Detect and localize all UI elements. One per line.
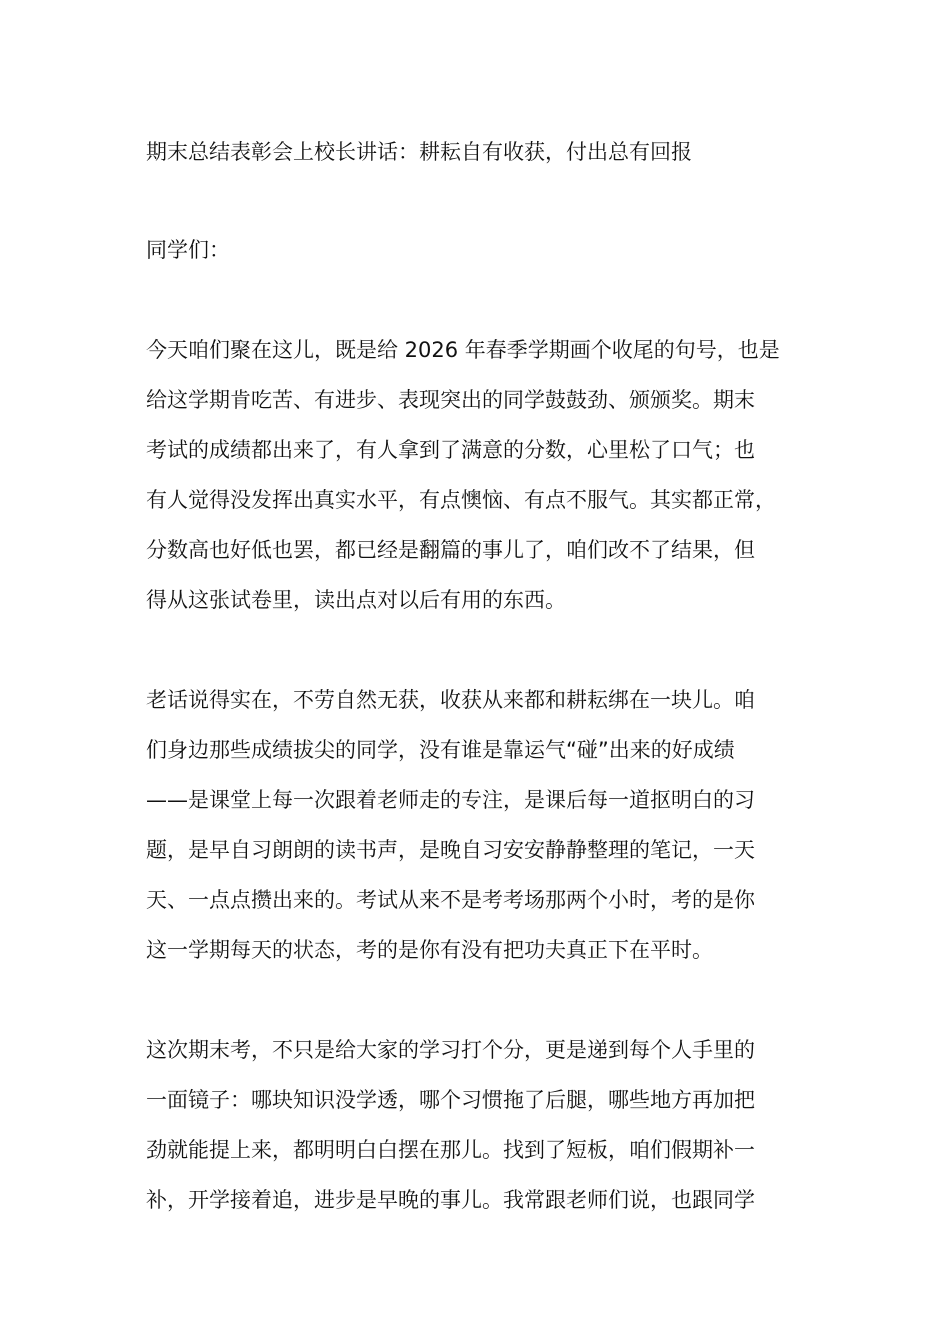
document-title: 期末总结表彰会上校长讲话：耕耘自有收获，付出总有回报 [146,140,692,164]
paragraph-line: 分数高也好低也罢，都已经是翻篇的事儿了，咱们改不了结果，但 [146,538,755,562]
paragraph-line: 今天咱们聚在这儿，既是给 2026 年春季学期画个收尾的句号，也是 [146,338,780,362]
paragraph-line: 天、一点点攒出来的。考试从来不是考考场那两个小时，考的是你 [146,888,755,912]
paragraph-2 [146,684,836,984]
paragraph-line: 们身边那些成绩拔尖的同学，没有谁是靠运气“碰”出来的好成绩 [146,738,735,762]
paragraph-line: 补，开学接着追，进步是早晚的事儿。我常跟老师们说，也跟同学 [146,1188,755,1212]
paragraph-line: 给这学期肯吃苦、有进步、表现突出的同学鼓鼓劲、颁颁奖。期末 [146,388,755,412]
paragraph-line: ——是课堂上每一次跟着老师走的专注，是课后每一道抠明白的习 [146,788,755,812]
paragraph-line: 老话说得实在，不劳自然无获，收获从来都和耕耘绑在一块儿。咱 [146,688,755,712]
paragraph-line: 一面镜子：哪块知识没学透，哪个习惯拖了后腿，哪些地方再加把 [146,1088,755,1112]
paragraph-line: 考试的成绩都出来了，有人拿到了满意的分数，心里松了口气；也 [146,438,755,462]
paragraph-line: 得从这张试卷里，读出点对以后有用的东西。 [146,588,566,612]
paragraph-line: 劲就能提上来，都明明白白摆在那儿。找到了短板，咱们假期补一 [146,1138,755,1162]
paragraph-line: 这次期末考，不只是给大家的学习打个分，更是递到每个人手里的 [146,1038,755,1062]
paragraph-line: 这一学期每天的状态，考的是你有没有把功夫真正下在平时。 [146,938,713,962]
paragraph-3 [146,1034,836,1234]
paragraph-line: 题，是早自习朗朗的读书声，是晚自习安安静静整理的笔记，一天 [146,838,755,862]
salutation: 同学们： [146,238,230,262]
paragraph-1 [146,334,836,634]
paragraph-line: 有人觉得没发挥出真实水平，有点懊恼、有点不服气。其实都正常， [146,488,776,512]
